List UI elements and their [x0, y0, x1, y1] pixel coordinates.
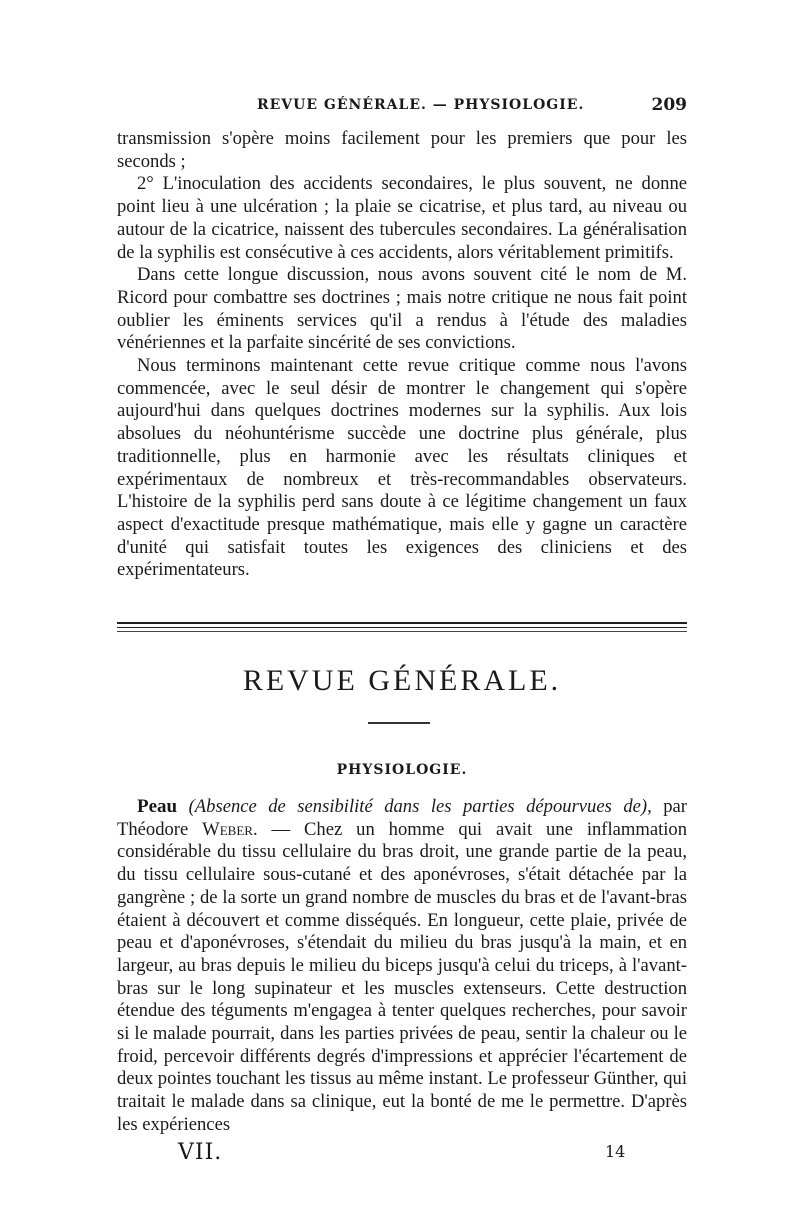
entry-body: — Chez un homme qui avait une inflammation considérable du tissu cellulaire du bras droit, une grande partie de la peau, du tissu cellulaire sous-cutané et des aponévroses, s'était détachée par la gangrène ; de la sorte un grand nombre de muscles du bras et de l'avant-bras étaient à découvert et comme disséqués. En longueur, cette plaie, privée de peau et d'aponévroses, s'étendait du milieu du bras jusqu'à la main, et en largeur, au bras depuis le milieu du biceps jusqu'à celui du triceps, à l'avant-bras sur le long supinateur et les muscles extenseurs. Cette destruction étendue des téguments m'engagea à tenter quelques recherches, pour savoir si le malade pourrait, dans les parties privées de peau, sentir la chaleur ou le froid, percevoir différents degrés d'impressions et apprécier l'écartement de deux pointes touchant les tissus au même instant. Le professeur Günther, qui traitait le malade dans sa clinique, eut la bonté de me le permettre. D'après les expériences	[117, 818, 687, 1135]
signature-mark: 14	[605, 1142, 626, 1161]
paragraph-2: 2° L'inoculation des accidents secondaires, le plus souvent, ne donne point lieu à une ulcération ; la plaie se cicatrise, et plus tard, au niveau ou autour de la cicatrice, naissent des tubercules secondaires. La généralisation de la syphilis est consécutive à ces accidents, alors véritablement primitifs.	[117, 173, 687, 263]
entry-by: par	[663, 796, 687, 817]
paragraph-1: transmission s'opère moins facilement pour les premiers que pour les seconds ;	[117, 128, 687, 172]
section-title: REVUE GÉNÉRALE.	[242, 664, 562, 697]
entry-text	[117, 796, 687, 1137]
title-rule	[368, 722, 430, 724]
entry-topic: (Absence de sensibilité dans les parties dépourvues de),	[188, 796, 652, 817]
page-number: 209	[651, 95, 687, 115]
author-first: Théodore	[117, 818, 189, 840]
entry-paragraph	[117, 796, 687, 1137]
subsection-title: PHYSIOLOGIE.	[336, 762, 468, 778]
author-last: Weber.	[202, 818, 258, 840]
volume-marker: VII.	[178, 1140, 223, 1165]
running-head	[117, 97, 687, 121]
section-divider	[117, 622, 687, 632]
running-head-title: REVUE GÉNÉRALE. — PHYSIOLOGIE.	[257, 97, 585, 113]
paragraph-3: Dans cette longue discussion, nous avons souvent cité le nom de M. Ricord pour combattre ses doctrines ; mais notre critique ne nous fait point oublier les éminents services qu'il a rendus à l'étude des maladies vénériennes et la parfaite sincérité de ses convictions.	[117, 264, 687, 354]
continued-text	[117, 128, 687, 582]
paragraph-4: Nous terminons maintenant cette revue critique comme nous l'avons commencée, avec le seul désir de montrer le changement qui s'opère aujourd'hui dans quelques doctrines modernes sur la syphilis. Aux lois absolues du néohuntérisme succède une doctrine plus générale, plus traditionnelle, plus en harmonie avec les résultats cliniques et expérimentaux de nombreux et très-recommandables observateurs. L'histoire de la syphilis perd sans doute à ce légitime changement un faux aspect d'exactitude presque mathématique, mais elle y gagne un caractère d'unité qui satisfait toutes les exigences des cliniciens et des expérimentateurs.	[117, 355, 687, 581]
entry-term: Peau	[137, 796, 178, 817]
